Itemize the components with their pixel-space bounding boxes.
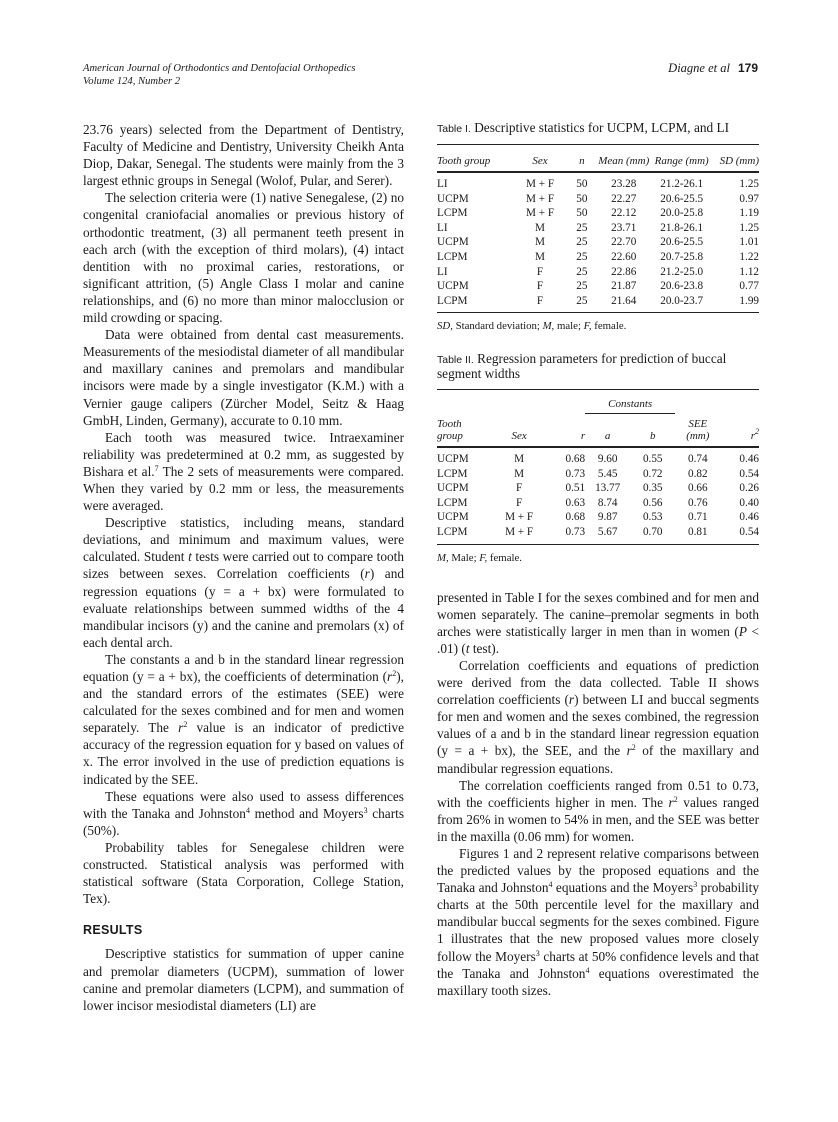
column-header: Mean (mm) <box>598 155 650 167</box>
column-header: n <box>579 155 585 167</box>
table-title: Descriptive statistics for UCPM, LCPM, and LI <box>474 120 730 135</box>
column-header: $r^2$ <box>750 426 759 442</box>
paragraph: Probability tables for Senegalese children were constructed. Statistical analysis was performed with statistical software (Stata Corporation, College Station, Tex). <box>83 839 404 907</box>
column-header: Tooth group <box>437 155 491 167</box>
paragraph: The constants a and b in the standard linear regression equation (y = a + bx), the coefficients of determination $(r^2)$, and the standard errors of the estimates (SEE) were calculated for the sexes combined and for men and women separately. The $r^2$ value is an indicator of predictive accuracy of the regression equation for y based on values of x. The error involved in the use of prediction equations is indicated by the SEE. <box>83 651 404 787</box>
running-header <box>83 62 758 94</box>
table-label: Table I. <box>437 123 471 135</box>
table-2 <box>437 352 759 566</box>
table-row: LI M + F 50 23.28 21.2-26.1 1.25 <box>437 178 759 190</box>
journal-volume: Volume 124, Number 2 <box>83 76 181 87</box>
table-row: LCPM M + F 50 22.12 20.0-25.8 1.19 <box>437 207 759 220</box>
table-1-grid <box>437 144 759 313</box>
table-row: LCPM F 25 21.64 20.0-23.7 1.99 <box>437 294 759 313</box>
left-column <box>83 121 404 1014</box>
column-header: SD (mm) <box>719 155 759 167</box>
paragraph: These equations were also used to assess differences with the Tanaka and Johnston$^4$ method and Moyers$^3$ charts (50%). <box>83 788 405 838</box>
paragraph: Correlation coefficients and equations of prediction were derived from the data collected. Table II shows correlation coefficients (r) between LI and buccal segments for men and women and the sexes combined, the regression values of a and b in the standard linear regression equation (y = a + bx), the SEE, and the $r^2$ of the maxillary and mandibular regression equations. <box>437 657 760 776</box>
paragraph: 23.76 years) selected from the Department of Dentistry, Faculty of Medicine and Dentistry, University Cheikh Anta Diop, Dakar, Senegal. The students were mainly from the 3 largest ethnic groups in Senegal (Wolof, Pular, and Serer). <box>83 122 404 189</box>
table-row: LI F 25 22.86 21.2-25.0 1.12 <box>437 265 759 278</box>
running-authors: Diagne et al <box>668 61 730 75</box>
paragraph: The correlation coefficients ranged from 0.51 to 0.73, with the coefficients higher in men. The $r^2$ values ranged from 26% in women to 54% in men, and the SEE was better in the maxilla (0.06 mm) for women. <box>437 777 759 844</box>
table-row: UCPM M 0.68 9.60 0.55 0.74 0.46 <box>437 452 759 465</box>
paragraph: Each tooth was measured twice. Intraexaminer reliability was predetermined at 0.2 mm, as suggested by Bishara et al.$^7$ The 2 sets of measurements were compared. When they varied by 0.2 mm or less, the measurements were averaged. <box>83 429 404 514</box>
citation-superscript: 3 <box>363 805 368 815</box>
table-2-footnote: M, Male; F, female. <box>437 551 522 564</box>
table-label: Table II. <box>437 354 474 367</box>
table-2-grid <box>437 389 759 544</box>
citation-superscript: 4 <box>245 805 250 815</box>
author-page <box>668 62 758 75</box>
journal-name: American Journal of Orthodontics and Dentofacial Orthopedics <box>83 63 356 74</box>
table-row: LI M 25 23.71 21.8-26.1 1.25 <box>437 221 759 234</box>
column-header: Sex <box>532 155 548 167</box>
paragraph: presented in Table I for the sexes combined and for men and women separately. The canine–premolar segments in both arches were statistically larger in men than in women (P < .01) (t test). <box>437 589 760 656</box>
page-number: 179 <box>737 61 758 75</box>
table-row: UCPM F 0.51 13.77 0.35 0.66 0.26 <box>437 482 759 495</box>
table-2-caption <box>437 352 759 381</box>
paragraph: The selection criteria were (1) native Senegalese, (2) no congenital craniofacial anomalies or previous history of orthodontic treatment, (3) all permanent teeth present in each arch (with the exception of third molars), (4) intact dentition with no proximal caries, restorations, or significant attrition, (5) Angle Class I molar and canine relationships, and (6) no more than minor malocclusion or mild crowding or spacing. <box>83 190 404 326</box>
right-column <box>437 121 759 999</box>
table-row: LCPM F 0.63 8.74 0.56 0.76 0.40 <box>437 496 759 509</box>
table-1 <box>437 121 759 335</box>
table-row: LCPM M 0.73 5.45 0.72 0.82 0.54 <box>437 467 759 480</box>
column-header: Sex <box>511 429 527 442</box>
table-title: Regression parameters for prediction of buccal segment widths <box>437 351 727 382</box>
table-row: UCPM M + F 0.68 9.87 0.53 0.71 0.46 <box>437 511 759 524</box>
paragraph: Figures 1 and 2 represent relative comparisons between the predicted values by the proposed equations and the Tanaka and Johnston$^4$ equations and the Moyers$^3$ probability charts at the 50th percentile level for the maxillary and mandibular buccal segments for the sexes combined. Figure 1 illustrates that the new proposed values more closely follow the Moyers$^3$ charts at 50% confidence levels and that the Tanaka and Johnston$^4$ equations overestimated the maxillary tooth sizes. <box>437 846 760 998</box>
table-row: UCPM M + F 50 22.27 20.6-25.5 0.97 <box>437 192 759 205</box>
table-row: LCPM M 25 22.60 20.7-25.8 1.22 <box>437 250 759 263</box>
column-header: Tooth group <box>437 417 463 442</box>
column-header: Range (mm) <box>654 155 709 167</box>
section-heading-results: RESULTS <box>83 923 143 938</box>
paragraph: Descriptive statistics for summation of upper canine and premolar diameters (UCPM), summation of lower canine and premolar diameters (LCPM), and summation of lower incisor mesiodistal diameters (LI) are <box>83 946 404 1013</box>
table-row: LCPM M + F 0.73 5.67 0.70 0.81 0.54 <box>437 525 759 544</box>
table-row: UCPM F 25 21.87 20.6-23.8 0.77 <box>437 280 759 293</box>
column-header: r <box>580 429 586 442</box>
journal-citation <box>83 62 355 88</box>
table-row: UCPM M 25 22.70 20.6-25.5 1.01 <box>437 236 759 249</box>
column-header: a <box>604 429 611 442</box>
paragraph: Data were obtained from dental cast measurements. Measurements of the mesiodistal diameter of all mandibular and maxillary canines and premolars and mandibular incisors were made by a single investigator (K.M.) with a Vernier gauge calipers (Zürcher Model, Seitz & Haag GmbH, Linden, Germany), accurate to 0.10 mm. <box>83 327 404 428</box>
column-group-header: Constants <box>585 398 675 414</box>
paragraph: Descriptive statistics, including means, standard deviations, and minimum and maximum values, were calculated. Student t tests were carried out to compare tooth sizes between sexes. Correlation coefficients (r) and regression equations (y = a + bx) were formulated to evaluate relationships between summed widths of the 4 mandibular incisors (y) and the canine and premolars (x) of each dental arch. <box>83 515 405 650</box>
table-1-footnote: SD, Standard deviation; M, male; F, female. <box>437 320 627 333</box>
citation-superscript: 7 <box>154 463 159 473</box>
column-header: b <box>649 429 656 442</box>
table-1-caption <box>437 121 759 136</box>
column-header: SEE (mm) <box>686 417 710 442</box>
